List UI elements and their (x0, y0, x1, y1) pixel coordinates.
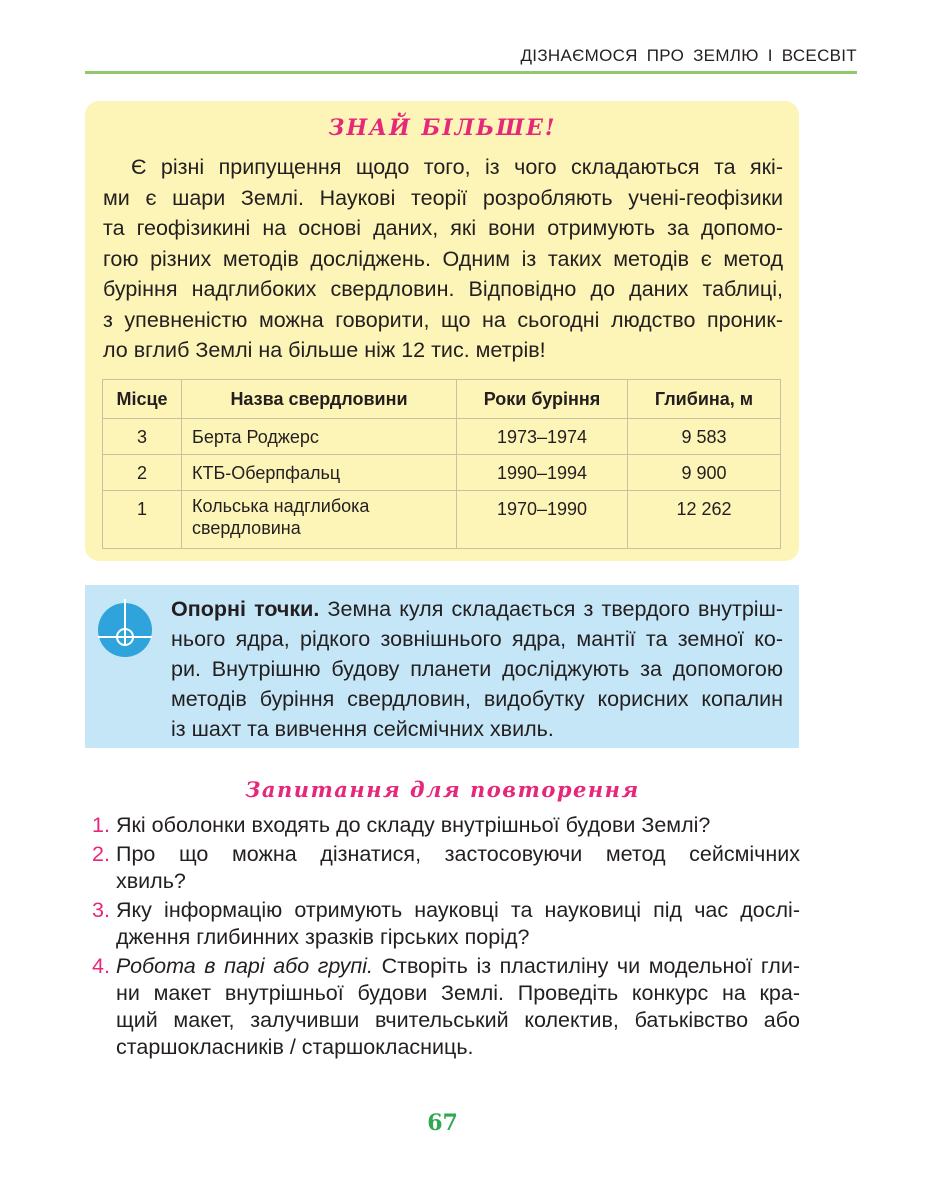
text-line: ри. Внутрішню будову планети досліджують за допомогою (171, 657, 783, 681)
know-more-paragraph (103, 152, 783, 366)
column-header: Назва свердловини (182, 380, 457, 419)
text-line: ми є шари Землі. Наукові теорії розробляють учені-геофізики (103, 185, 783, 210)
text-line: Є різні припущення щодо того, із чого складаються та які- (131, 155, 783, 179)
header-divider (85, 71, 857, 74)
text-line: ни макет внутрішньої будови Землі. Проведіть конкурс на кра- (116, 981, 800, 1005)
target-icon (96, 597, 154, 659)
text-line: методів буріння свердловин, видобутку корисних копалин (171, 687, 783, 711)
text-line: із шахт та вивчення сейсмічних хвиль. (171, 717, 554, 741)
key-points-text (171, 594, 783, 744)
text-line: старшокласників / старшокласниць. (116, 1035, 474, 1059)
column-header: Місце (103, 380, 182, 419)
text-line: дження глибинних зразків гірських порід? (116, 925, 530, 949)
questions-title: Запитання для повторення (245, 777, 640, 802)
name-cell: Берта Роджерс (192, 427, 319, 447)
list-item (92, 953, 800, 1061)
list-item (92, 897, 800, 951)
name-line: Кольська надглибока (192, 496, 370, 516)
name-cell: КТБ-Оберпфальц (192, 463, 341, 483)
know-more-title: ЗНАЙ БІЛЬШЕ! (328, 115, 557, 141)
text-fragment: Створіть із пластиліну чи модельної гли- (372, 954, 800, 978)
place-cell: 3 (136, 427, 147, 447)
name-cell (192, 491, 456, 539)
depth-cell: 9 583 (681, 427, 727, 447)
place-cell: 1 (136, 499, 147, 519)
boreholes-table (102, 379, 781, 549)
table-row (103, 419, 781, 455)
table-header-row (103, 380, 781, 419)
questions-list (92, 812, 800, 1063)
text-line (116, 953, 800, 980)
list-item (92, 841, 800, 895)
text-line: та геофізикині на основі даних, які вони отримують за допомо- (103, 216, 783, 240)
text-line (171, 594, 783, 624)
text-line: хвиль? (116, 869, 186, 893)
years-cell: 1973–1974 (496, 427, 588, 447)
question-number: 3. (92, 898, 110, 922)
text-line: ло вглиб Землі на більше ніж 12 тис. метрів! (103, 338, 546, 362)
text-line: Яку інформацію отримують науковці та науковиці під час дослі- (116, 898, 800, 922)
text-line: буріння надглибоких свердловин. Відповідно до даних таблиці, (103, 277, 783, 301)
task-type-label: Робота в парі або групі. (116, 954, 373, 978)
page-number: 67 (427, 1110, 458, 1136)
question-number: 2. (92, 842, 110, 866)
years-cell: 1990–1994 (496, 463, 588, 483)
text-line: Про що можна дізнатися, застосовуючи метод сейсмічних (116, 842, 800, 866)
running-header: ДІЗНАЄМОСЯ ПРО ЗЕМЛЮ І ВСЕСВІТ (520, 46, 857, 65)
place-cell: 2 (136, 463, 147, 483)
text-fragment: Земна куля складається з твердого внутріш- (327, 597, 783, 621)
text-line: з упевненістю можна говорити, що на сьогодні людство проник- (103, 307, 783, 332)
column-header: Роки буріння (457, 380, 628, 419)
text-line: Які оболонки входять до складу внутрішньої будови Землі? (116, 813, 711, 837)
name-line: свердловина (192, 518, 301, 538)
text-line: щий макет, залучивши вчительський колектив, батьківство або (116, 1008, 800, 1032)
question-number: 1. (92, 813, 110, 837)
list-item (92, 812, 800, 839)
depth-cell: 12 262 (676, 499, 732, 519)
text-line: нього ядра, рідкого зовнішнього ядра, мантії та земної ко- (171, 627, 783, 651)
column-header: Глибина, м (628, 380, 781, 419)
years-cell: 1970–1990 (496, 499, 588, 519)
text-line: гою різних методів досліджень. Одним із таких методів є метод (103, 246, 783, 271)
key-points-label: Опорні точки. (171, 597, 320, 621)
depth-cell: 9 900 (681, 463, 727, 483)
question-number: 4. (92, 954, 110, 978)
table-row (103, 491, 781, 549)
table-row (103, 455, 781, 491)
